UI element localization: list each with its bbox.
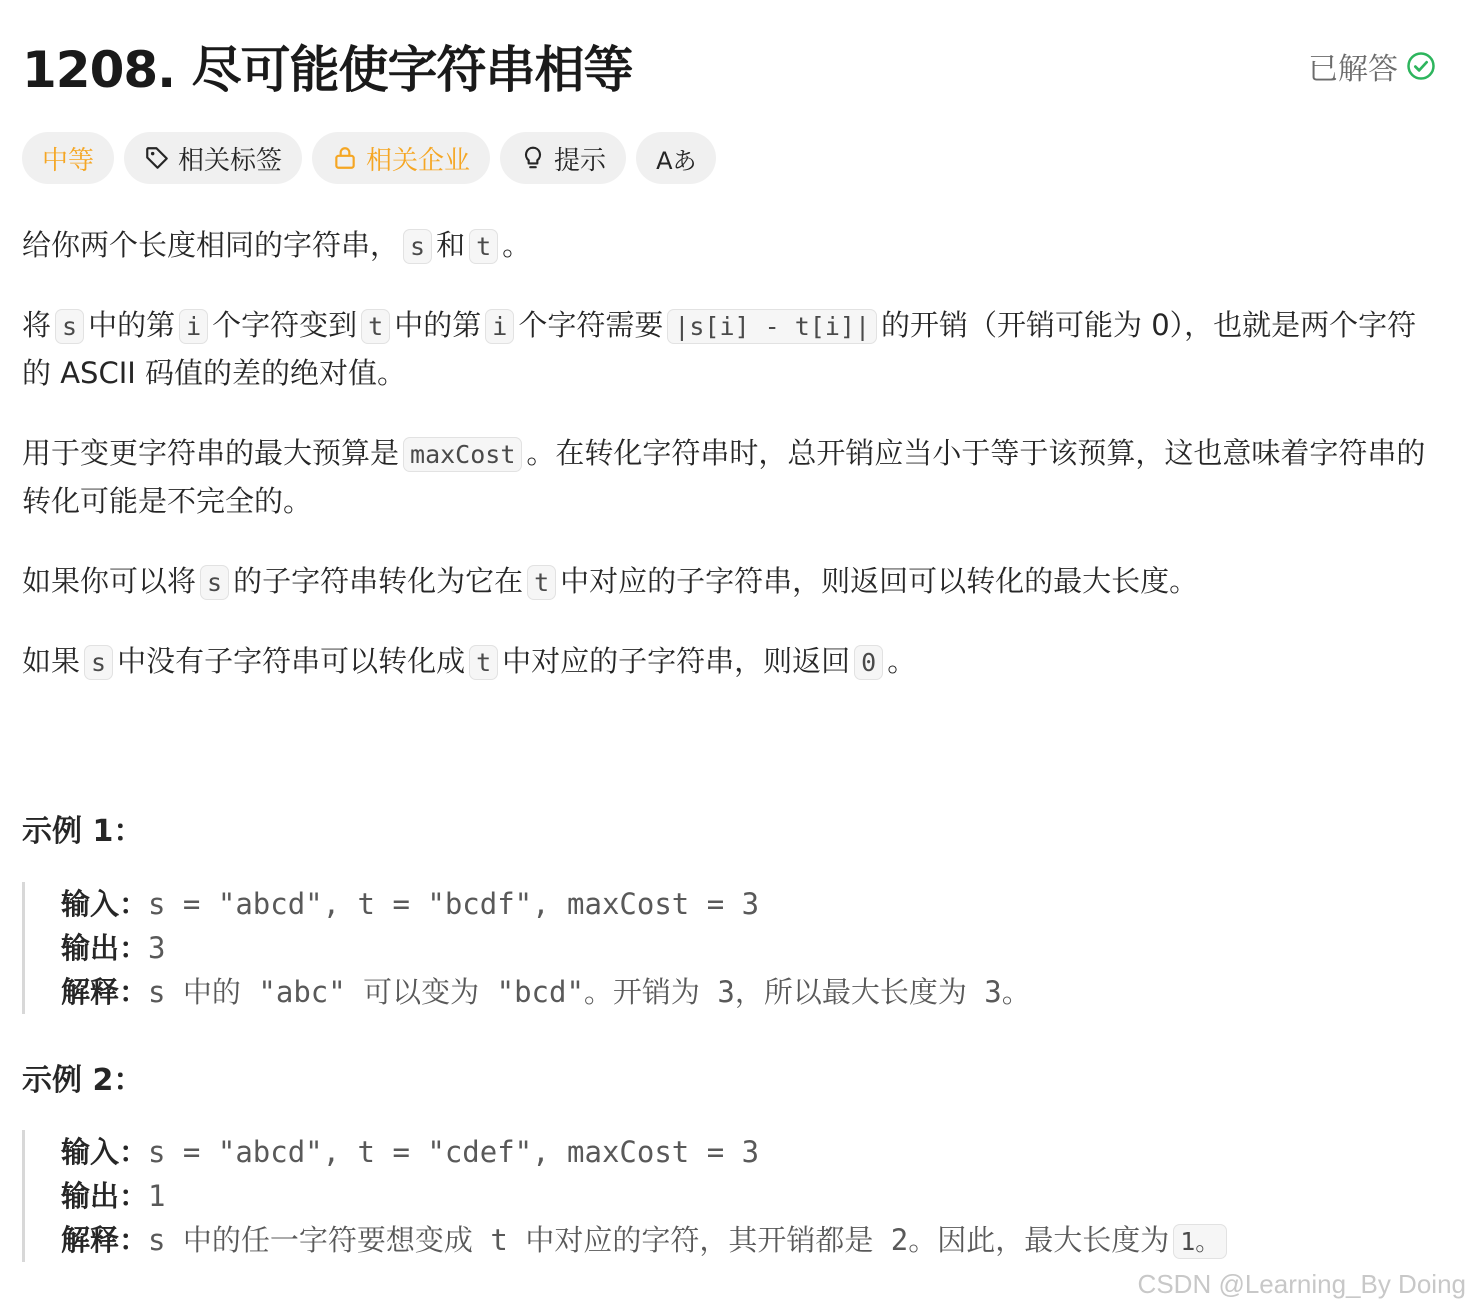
description-paragraph-3: 用于变更字符串的最大预算是 maxCost 。在转化字符串时，总开销应当小于等于该预算，这也意味着字符串的转化可能是不完全的。 [22,436,1426,518]
code-one: 1。 [1173,1224,1227,1259]
example-1-explanation: 解释：s 中的 "abc" 可以变为 "bcd"。开销为 3，所以最大长度为 3。 [61,975,1031,1009]
code-t: t [469,645,498,680]
tag-icon [144,145,170,171]
difficulty-badge[interactable] [22,132,114,184]
problem-title: 1208. 尽可能使字符串相等 [22,41,633,99]
code-i: i [179,309,208,344]
related-companies-button[interactable] [312,132,490,184]
difficulty-label: 中等 [42,145,95,176]
code-s: s [84,645,113,680]
code-s: s [55,309,84,344]
description-paragraph-1: 给你两个长度相同的字符串， s 和 t 。 [22,228,532,262]
example-1-title: 示例 1： [22,814,144,849]
code-s: s [403,229,432,264]
related-tags-label: 相关标签 [178,145,283,176]
code-zero: 0 [854,645,883,680]
example-2-explanation: 解释：s 中的任一字符要想变成 t 中对应的字符，其开销都是 2。因此，最大长度为 1。 [61,1218,1432,1262]
code-abs-diff: |s[i] - t[i]| [667,309,877,344]
example-2-block [22,1130,1432,1262]
example-2-input: 输入：s = "abcd", t = "cdef", maxCost = 3 [61,1135,760,1169]
hint-label: 提示 [554,145,607,176]
check-circle-icon [1406,51,1436,81]
lock-icon [332,145,358,171]
solved-label: 已解答 [1308,52,1398,87]
example-1-input: 输入：s = "abcd", t = "bcdf", maxCost = 3 [61,887,760,921]
description-paragraph-4: 如果你可以将 s 的子字符串转化为它在 t 中对应的子字符串，则返回可以转化的最大长度。 [22,564,1199,598]
example-1-output: 输出：3 [61,931,166,965]
tag-bar [22,132,716,184]
code-maxcost: maxCost [403,437,522,472]
code-t: t [527,565,556,600]
translate-button[interactable] [636,132,716,184]
example-2-title: 示例 2： [22,1063,144,1098]
description-paragraph-2: 将 s 中的第 i 个字符变到 t 中的第 i 个字符需要 |s[i] - t[i]| 的开销（开销可能为 0），也就是两个字符的 ASCII 码值的差的绝对值。 [22,308,1417,390]
example-1-block [22,882,1432,1014]
code-t: t [361,309,390,344]
example-2-output: 输出：1 [61,1179,166,1213]
csdn-watermark: CSDN @Learning_By Doing [1137,1269,1466,1299]
description-paragraph-5: 如果 s 中没有子字符串可以转化成 t 中对应的子字符串，则返回 0 。 [22,644,917,678]
code-i: i [485,309,514,344]
lightbulb-icon [520,145,546,171]
hint-button[interactable] [500,132,626,184]
solved-status [1308,44,1436,88]
code-s: s [200,565,229,600]
code-t: t [469,229,498,264]
related-companies-label: 相关企业 [366,145,471,176]
translate-icon: Aあ [656,146,697,175]
related-tags-button[interactable] [124,132,302,184]
